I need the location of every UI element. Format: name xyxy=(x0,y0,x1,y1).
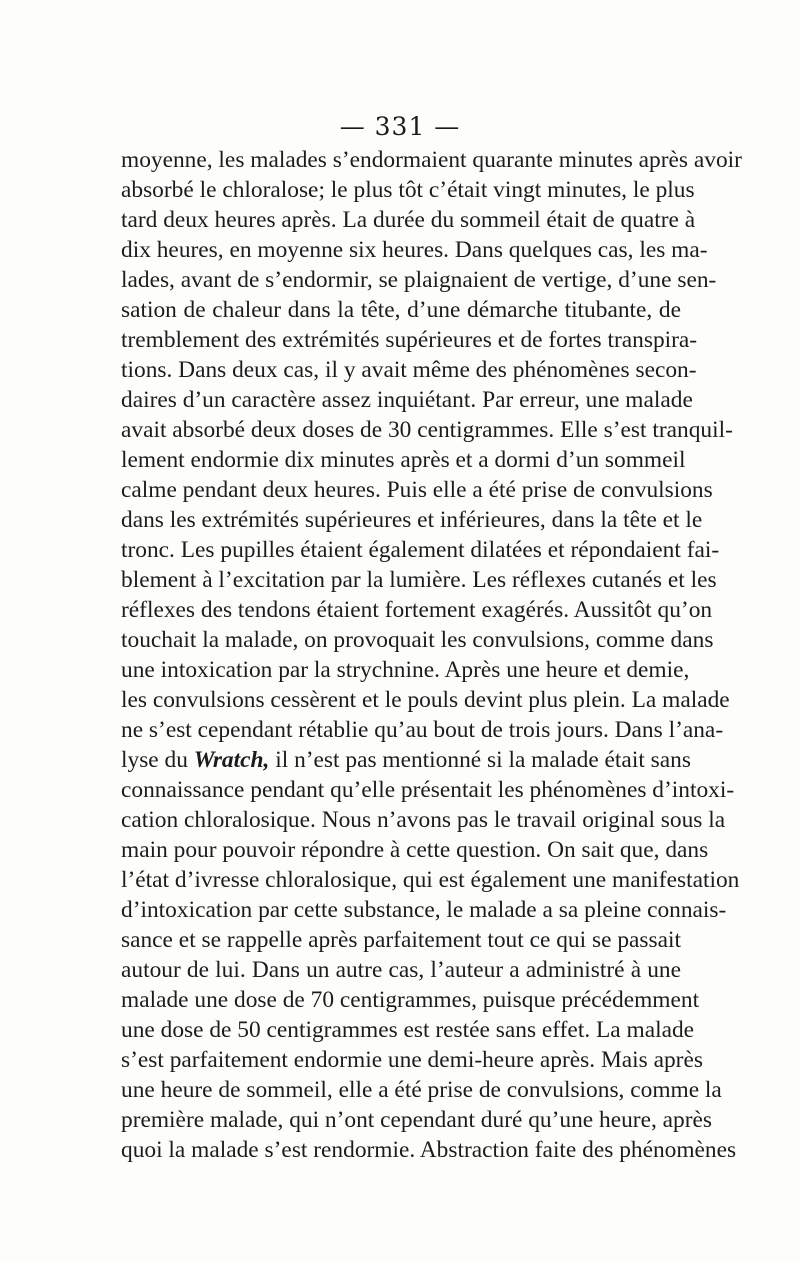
text-line: sation de chaleur dans la tête, d’une démarche titubante, de xyxy=(121,297,681,323)
page-number: — 331 — xyxy=(339,112,461,141)
text-line: cation chloralosique. Nous n’avons pas le travail original sous la xyxy=(121,807,726,833)
text-line: s’est parfaitement endormie une demi-heure après. Mais après xyxy=(121,1047,703,1073)
text-line: autour de lui. Dans un autre cas, l’auteur a administré à une xyxy=(121,957,681,983)
text-line-with-italic xyxy=(121,745,691,775)
text-line: tronc. Les pupilles étaient également dilatées et répondaient fai- xyxy=(121,537,720,563)
text-line: malade une dose de 70 centigrammes, puisque précédemment xyxy=(121,987,700,1013)
text-line: sance et se rappelle après parfaitement tout ce qui se passait xyxy=(121,927,681,953)
text-line: les convulsions cessèrent et le pouls devint plus plein. La malade xyxy=(121,687,730,713)
text-line: une heure de sommeil, elle a été prise de convulsions, comme la xyxy=(121,1077,722,1103)
text-line: daires d’un caractère assez inquiétant. Par erreur, une malade xyxy=(121,387,693,413)
text-line: l’état d’ivresse chloralosique, qui est également une manifestation xyxy=(121,867,740,893)
text-line: dix heures, en moyenne six heures. Dans quelques cas, les ma- xyxy=(121,237,708,263)
body-text xyxy=(121,145,742,1165)
text-line: main pour pouvoir répondre à cette question. On sait que, dans xyxy=(121,837,709,863)
text-line: absorbé le chloralose; le plus tôt c’était vingt minutes, le plus xyxy=(121,177,695,203)
text-line: moyenne, les malades s’endormaient quarante minutes après avoir xyxy=(121,147,742,173)
text-line: quoi la malade s’est rendormie. Abstraction faite des phénomènes xyxy=(121,1137,737,1163)
text-fragment: lyse du xyxy=(121,747,194,773)
text-line: dans les extrémités supérieures et inférieures, dans la tête et le xyxy=(121,507,703,533)
text-line: touchait la malade, on provoquait les convulsions, comme dans xyxy=(121,627,714,653)
journal-title-italic: Wratch, xyxy=(193,747,270,773)
text-line: tard deux heures après. La durée du sommeil était de quatre à xyxy=(121,207,696,233)
text-line: tions. Dans deux cas, il y avait même des phénomènes secon- xyxy=(121,357,697,383)
text-line: une intoxication par la strychnine. Après une heure et demie, xyxy=(121,657,690,683)
text-line: lades, avant de s’endormir, se plaignaient de vertige, d’une sen- xyxy=(121,267,717,293)
text-line: d’intoxication par cette substance, le malade a sa pleine connais- xyxy=(121,897,727,923)
text-line: première malade, qui n’ont cependant duré qu’une heure, après xyxy=(121,1107,713,1133)
text-line: ne s’est cependant rétablie qu’au bout de trois jours. Dans l’ana- xyxy=(121,717,724,743)
text-line: blement à l’excitation par la lumière. Les réflexes cutanés et les xyxy=(121,567,717,593)
text-line: connaissance pendant qu’elle présentait les phénomènes d’intoxi- xyxy=(121,777,735,803)
text-line: tremblement des extrémités supérieures et de fortes transpira- xyxy=(121,327,698,353)
text-line: avait absorbé deux doses de 30 centigrammes. Elle s’est tranquil- xyxy=(121,417,733,443)
text-line: une dose de 50 centigrammes est restée sans effet. La malade xyxy=(121,1017,695,1043)
text-line: calme pendant deux heures. Puis elle a été prise de convulsions xyxy=(121,477,713,503)
text-fragment: il n’est pas mentionné si la malade était sans xyxy=(269,747,691,773)
text-line: lement endormie dix minutes après et a dormi d’un sommeil xyxy=(121,447,686,473)
text-line: réflexes des tendons étaient fortement exagérés. Aussitôt qu’on xyxy=(121,597,713,623)
